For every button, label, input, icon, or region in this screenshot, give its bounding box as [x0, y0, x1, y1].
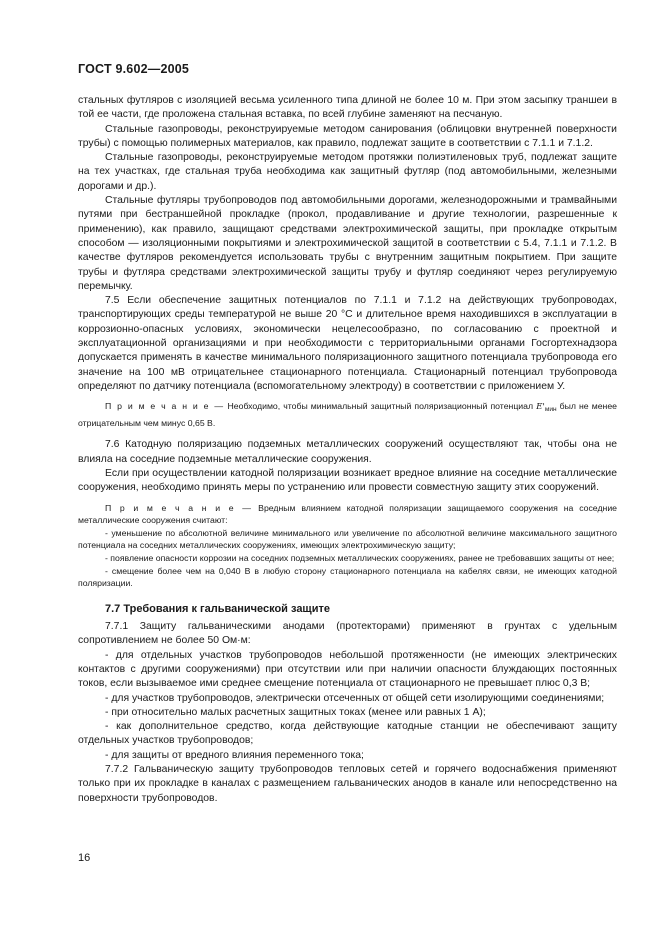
page-body: [78, 94, 617, 806]
note2-item: - уменьшение по абсолютной величине минимального или увеличение по абсолютной величине максимального защитного потенциала на соседних металлических сооружениях, имеющих электрохимическую защиту;: [78, 527, 617, 551]
note-harmful-influence: [78, 502, 617, 590]
paragraph-harmful-influence: Если при осуществлении катодной поляризации возникает вредное влияние на соседние металлические сооружения, необходимо принять меры по устранению или провести совместную защиту этих сооружений.: [78, 468, 617, 494]
note2-label: П р и м е ч а н и е —: [105, 502, 253, 513]
paragraph-7-6: 7.6 Катодную поляризацию подземных металлических сооружений осуществляют так, чтобы она не влияла на соседние подземные металлические сооружения.: [78, 439, 617, 465]
list-item: - для защиты от вредного влияния переменного тока;: [105, 749, 364, 761]
list-item: - для отдельных участков трубопроводов небольшой протяженности (не имеющих электрических контактов с другими сооружениями) при отсутствии или при наличии опасности блуждающих постоянных токов, если вызываемое ими среднее смещение потенциала от стационарного не превышает плюс 0,3 В;: [78, 649, 617, 690]
list-item: - как дополнительное средство, когда действующие катодные станции не обеспечивают защиту отдельных участков трубопроводов;: [78, 721, 617, 747]
paragraph-7-7-2: 7.7.2 Гальваническую защиту трубопроводов тепловых сетей и горячего водоснабжения применяют только при их прокладке в каналах с размещением гальванических анодов в канале или непосредственно на поверхности трубопроводов.: [78, 764, 617, 804]
paragraph-sanitation: Стальные газопроводы, реконструируемые методом санирования (облицовки внутренней поверхности трубы) с помощью полимерных материалов, как правило, подлежат защите в соответствии с 7.1.1 и 7.1.2.: [78, 123, 617, 149]
potential-symbol: $E'_{мин}$: [536, 402, 557, 414]
paragraph-7-7-1: 7.7.1 Защиту гальваническими анодами (протекторами) применяют в грунтах с удельным сопротивлением не более 50 Ом·м:: [78, 621, 617, 647]
list-item: - для участков трубопроводов, электрически отсеченных от общей сети изолирующими соединениями;: [105, 692, 605, 704]
note-text-before: Необходимо, чтобы минимальный защитный поляризационный потенциал: [224, 401, 537, 412]
note2-text: Вредным влиянием катодной поляризации защищаемого сооружения на соседние металлические сооружения считают:: [78, 502, 618, 526]
paragraph-casings: Стальные футляры трубопроводов под автомобильными дорогами, железнодорожными и трамвайными путями при бестраншейной прокладке (прокол, продавливание и другие технологии, разрешенные к применению), как правило, защищают средствами электрохимической защиты, при прокладке открытым способом — изоляционными покрытиями и электрохимической защитой в соответствии с 5.4, 7.1.1 и 7.1.2. В качестве футляров рекомендуется использовать трубы с внутренним защитным покрытием. При защите трубы и футляра средствами электрохимической защиты трубу и футляр соединяют через регулируемую перемычку.: [78, 195, 617, 292]
paragraph-7-5: 7.5 Если обеспечение защитных потенциалов по 7.1.1 и 7.1.2 на действующих трубопроводах, транспортирующих среды температурой не выше 20 °С и длительное время находившихся в эксплуатации в коррозионно-опасных условиях, экономически нецелесообразно, по согласованию с проектной и эксплуатационной организациями и при необходимости с территориальными органами Госгортехнадзора допускается применять в качестве минимального поляризационного защитного потенциала трубопровода его значение на 100 мВ отрицательнее стационарного потенциала. Стационарный потенциал трубопровода определяют по датчику потенциала (вспомогательному электроду) в соответствии с приложением У.: [78, 295, 617, 392]
paragraph-pe-pulling: Стальные газопроводы, реконструируемые методом протяжки полиэтиленовых труб, подлежат защите на тех участках, где стальная труба необходима как защитный футляр (под автомобильными, железными дорогами и др.).: [78, 152, 617, 192]
page-header-title: ГОСТ 9.602—2005: [78, 62, 190, 76]
potential-symbol-subscript: мин: [544, 406, 557, 414]
note-label: П р и м е ч а н и е —: [105, 401, 225, 412]
note2-item: - смещение более чем на 0,040 В в любую сторону стационарного потенциала на кабелях связи, не имеющих катодной поляризации.: [78, 565, 617, 589]
note-text-after: был не менее отрицательным чем минус 0,65 В.: [78, 401, 617, 428]
note2-item: - появление опасности коррозии на соседних подземных металлических сооружениях, ранее не требовавших защиты от нее;: [105, 552, 615, 563]
section-heading-7-7: 7.7 Требования к гальванической защите: [105, 602, 330, 615]
paragraph-continuation: стальных футляров с изоляцией весьма усиленного типа длиной не более 10 м. При этом засыпку траншеи в той ее части, где проложена стальная вставка, по всей глубине заменяют на песчаную.: [78, 95, 617, 121]
list-item: - при относительно малых расчетных защитных токах (менее или равных 1 А);: [105, 706, 486, 718]
note-min-potential: [78, 400, 617, 429]
note2-intro: [78, 502, 617, 527]
potential-symbol-prime: ': [542, 402, 545, 413]
page-number: 16: [78, 852, 91, 864]
